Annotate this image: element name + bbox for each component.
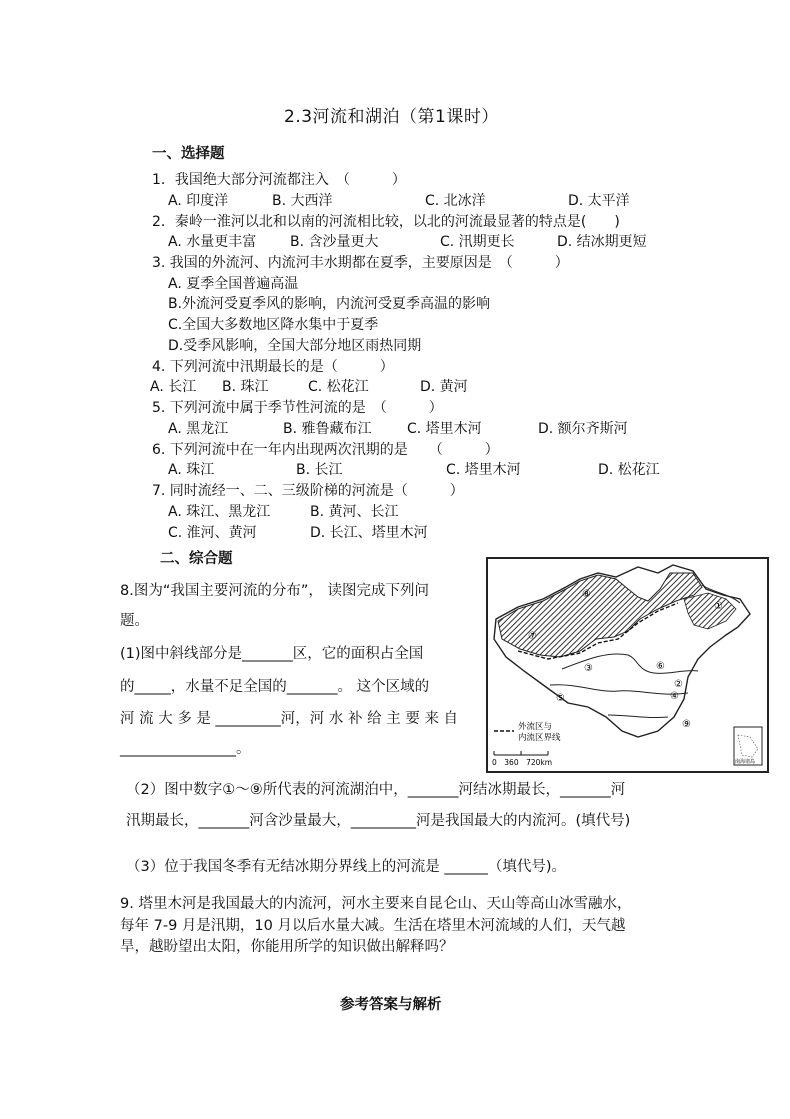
- q7-option-c: C. 淮河、黄河: [168, 525, 257, 541]
- map-marker: ⑧: [582, 589, 591, 600]
- q3-option-b: B.外流河受夏季风的影响，内流河受夏季高温的影响: [168, 296, 491, 312]
- map-marker: ⑥: [656, 661, 665, 672]
- section-heading-choice: 一、选择题: [152, 146, 225, 162]
- answers-heading: 参考答案与解析: [340, 997, 442, 1013]
- q8-part2-line2: 汛期最长，_______河含沙量最大，_________河是我国最大的内流河。(填代号): [126, 813, 631, 829]
- q8-intro-line2: 题。: [120, 613, 149, 629]
- inset-label: 南海诸岛: [735, 759, 756, 765]
- q8-part2-line1: （2）图中数字①～⑨所代表的河流湖泊中，_______河结冰期最长，_______河: [126, 782, 626, 798]
- q2-option-d: D. 结冰期更短: [557, 234, 647, 250]
- map-marker: ①: [714, 601, 723, 612]
- q4-option-b: B. 珠江: [222, 379, 269, 395]
- q6-option-c: C. 塔里木河: [446, 462, 521, 478]
- q5-option-b: B. 雅鲁藏布江: [283, 421, 372, 437]
- legend-label-line1: 外流区与: [518, 722, 553, 732]
- q9-line2: 每年 7-9 月是汛期，10 月以后水量大减。生活在塔里木河流域的人们，天气越: [120, 918, 626, 934]
- q7-option-b: B. 黄河、长江: [310, 504, 399, 520]
- q5-option-d: D. 额尔齐斯河: [538, 421, 628, 437]
- q7-option-a: A. 珠江、黑龙江: [168, 504, 271, 520]
- q5-option-c: C. 塔里木河: [407, 421, 482, 437]
- china-rivers-map: [486, 557, 769, 773]
- q9-line1: 9. 塔里木河是我国最大的内流河，河水主要来自昆仑山、天山等高山冰雪融水，: [120, 896, 632, 912]
- map-graphic: [488, 559, 767, 771]
- legend-label-line2: 内流区界线: [518, 733, 561, 743]
- q9-line3: 旱，越盼望出太阳，你能用所学的知识做出解释吗？: [120, 939, 454, 955]
- q8-part1-line2: 的_____，水量不足全国的_______。 这个区域的: [120, 679, 430, 695]
- q1-option-c: C. 北冰洋: [425, 193, 486, 209]
- map-marker: ⑦: [528, 631, 537, 642]
- map-marker: ③: [584, 663, 593, 674]
- question-3-stem: 3. 我国的外流河、内流河丰水期都在夏季，主要原因是 （ ）: [152, 255, 569, 271]
- question-7-stem: 7. 同时流经一、二、三级阶梯的河流是（ ）: [152, 483, 464, 499]
- q3-option-d: D.受季风影响，全国大部分地区雨热同期: [168, 338, 422, 354]
- q8-intro-line1: 8.图为“我国主要河流的分布”， 读图完成下列问: [120, 583, 429, 599]
- q4-option-d: D. 黄河: [420, 379, 468, 395]
- question-4-stem: 4. 下列河流中汛期最长的是（ ）: [152, 359, 394, 375]
- q2-option-b: B. 含沙量更大: [290, 234, 379, 250]
- map-scale-label: 0 360 720km: [492, 758, 553, 767]
- map-marker: ⑨: [682, 719, 691, 730]
- q8-part1-line3: 河 流 大 多 是 _________河，河 水 补 给 主 要 来 自: [120, 711, 459, 727]
- map-marker: ②: [674, 679, 683, 690]
- q1-option-b: B. 大西洋: [272, 193, 333, 209]
- question-2-stem: 2．秦岭一淮河以北和以南的河流相比较，以北的河流最显著的特点是( ): [152, 214, 620, 230]
- q5-option-a: A. 黑龙江: [168, 421, 229, 437]
- q6-option-b: B. 长江: [296, 462, 343, 478]
- q8-part1-line4: ________________。: [120, 741, 251, 757]
- q1-option-d: D. 太平洋: [568, 193, 630, 209]
- question-1-stem: 1．我国绝大部分河流都注入 （ ）: [152, 172, 406, 188]
- q4-option-a: A. 长江: [150, 379, 197, 395]
- question-5-stem: 5. 下列河流中属于季节性河流的是 （ ）: [152, 400, 443, 416]
- q7-option-d: D. 长江、塔里木河: [310, 525, 428, 541]
- q3-option-c: C.全国大多数地区降水集中于夏季: [168, 317, 379, 333]
- q1-option-a: A. 印度洋: [168, 193, 229, 209]
- map-marker: ⑤: [556, 693, 565, 704]
- q4-option-c: C. 松花江: [308, 379, 369, 395]
- q2-option-c: C. 汛期更长: [440, 234, 515, 250]
- q6-option-a: A. 珠江: [168, 462, 215, 478]
- q3-option-a: A. 夏季全国普遍高温: [168, 276, 299, 292]
- q6-option-d: D. 松花江: [598, 462, 660, 478]
- page-title: 2.3河流和湖泊（第1课时）: [284, 107, 499, 127]
- section-heading-comprehensive: 二、综合题: [160, 551, 233, 567]
- q8-part3: （3）位于我国冬季有无结冰期分界线上的河流是 ______（填代号)。: [126, 859, 566, 875]
- q8-part1-line1: (1)图中斜线部分是_______区，它的面积占全国: [120, 646, 424, 662]
- map-marker: ④: [670, 691, 679, 702]
- q2-option-a: A. 水量更丰富: [168, 234, 257, 250]
- question-6-stem: 6. 下列河流中在一年内出现两次汛期的是 （ ）: [152, 442, 499, 458]
